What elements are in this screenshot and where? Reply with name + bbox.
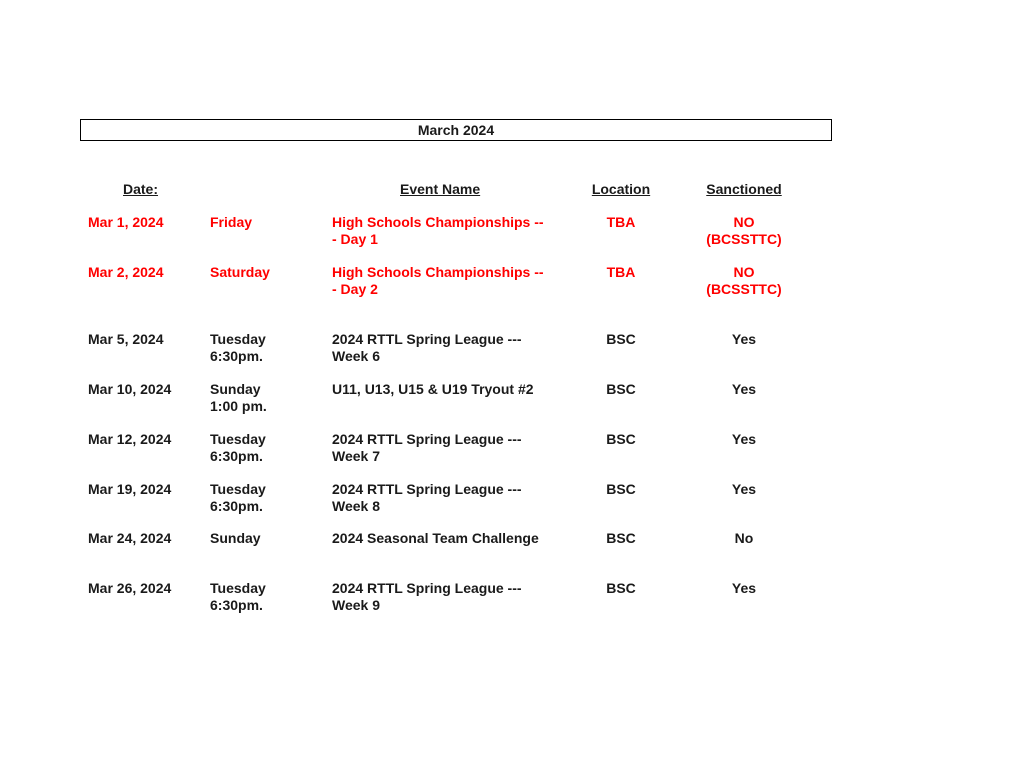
header-date: Date: [123, 181, 159, 197]
row-day: Tuesday 6:30pm. [210, 331, 266, 364]
row-date: Mar 5, 2024 [88, 331, 164, 347]
row-location: BSC [606, 381, 636, 397]
row-day: Friday [210, 214, 253, 230]
row-event-name: 2024 RTTL Spring League --- Week 7 [332, 431, 522, 464]
row-event-name: 2024 Seasonal Team Challenge [332, 530, 539, 546]
row-event-name: 2024 RTTL Spring League --- Week 6 [332, 331, 522, 364]
month-title: March 2024 [80, 119, 832, 141]
row-location: BSC [606, 580, 636, 596]
row-day: Tuesday 6:30pm. [210, 580, 266, 613]
row-day: Saturday [210, 264, 270, 280]
row-sanctioned: NO (BCSSTTC) [706, 214, 782, 247]
row-date: Mar 24, 2024 [88, 530, 172, 546]
row-day: Tuesday 6:30pm. [210, 481, 266, 514]
row-location: BSC [606, 530, 636, 546]
row-location: BSC [606, 431, 636, 447]
row-date: Mar 1, 2024 [88, 214, 164, 230]
row-location: TBA [606, 264, 636, 280]
row-sanctioned: Yes [731, 580, 757, 596]
row-sanctioned: Yes [731, 431, 757, 447]
row-day: Sunday 1:00 pm. [210, 381, 267, 414]
row-day: Tuesday 6:30pm. [210, 431, 266, 464]
header-event-name: Event Name [400, 181, 481, 197]
row-event-name: 2024 RTTL Spring League --- Week 9 [332, 580, 522, 613]
row-date: Mar 26, 2024 [88, 580, 172, 596]
row-day: Sunday [210, 530, 261, 546]
row-event-name: High Schools Championships -- - Day 1 [332, 214, 544, 247]
row-location: BSC [606, 331, 636, 347]
row-sanctioned: Yes [731, 331, 757, 347]
row-location: BSC [606, 481, 636, 497]
row-sanctioned: No [734, 530, 754, 546]
row-sanctioned: Yes [731, 381, 757, 397]
row-date: Mar 10, 2024 [88, 381, 172, 397]
row-sanctioned: NO (BCSSTTC) [706, 264, 782, 297]
row-location: TBA [606, 214, 636, 230]
row-sanctioned: Yes [731, 481, 757, 497]
row-date: Mar 12, 2024 [88, 431, 172, 447]
row-date: Mar 19, 2024 [88, 481, 172, 497]
row-event-name: U11, U13, U15 & U19 Tryout #2 [332, 381, 534, 397]
row-event-name: 2024 RTTL Spring League --- Week 8 [332, 481, 522, 514]
row-event-name: High Schools Championships -- - Day 2 [332, 264, 544, 297]
header-sanctioned: Sanctioned [706, 181, 782, 197]
header-location: Location [591, 181, 651, 197]
row-date: Mar 2, 2024 [88, 264, 164, 280]
